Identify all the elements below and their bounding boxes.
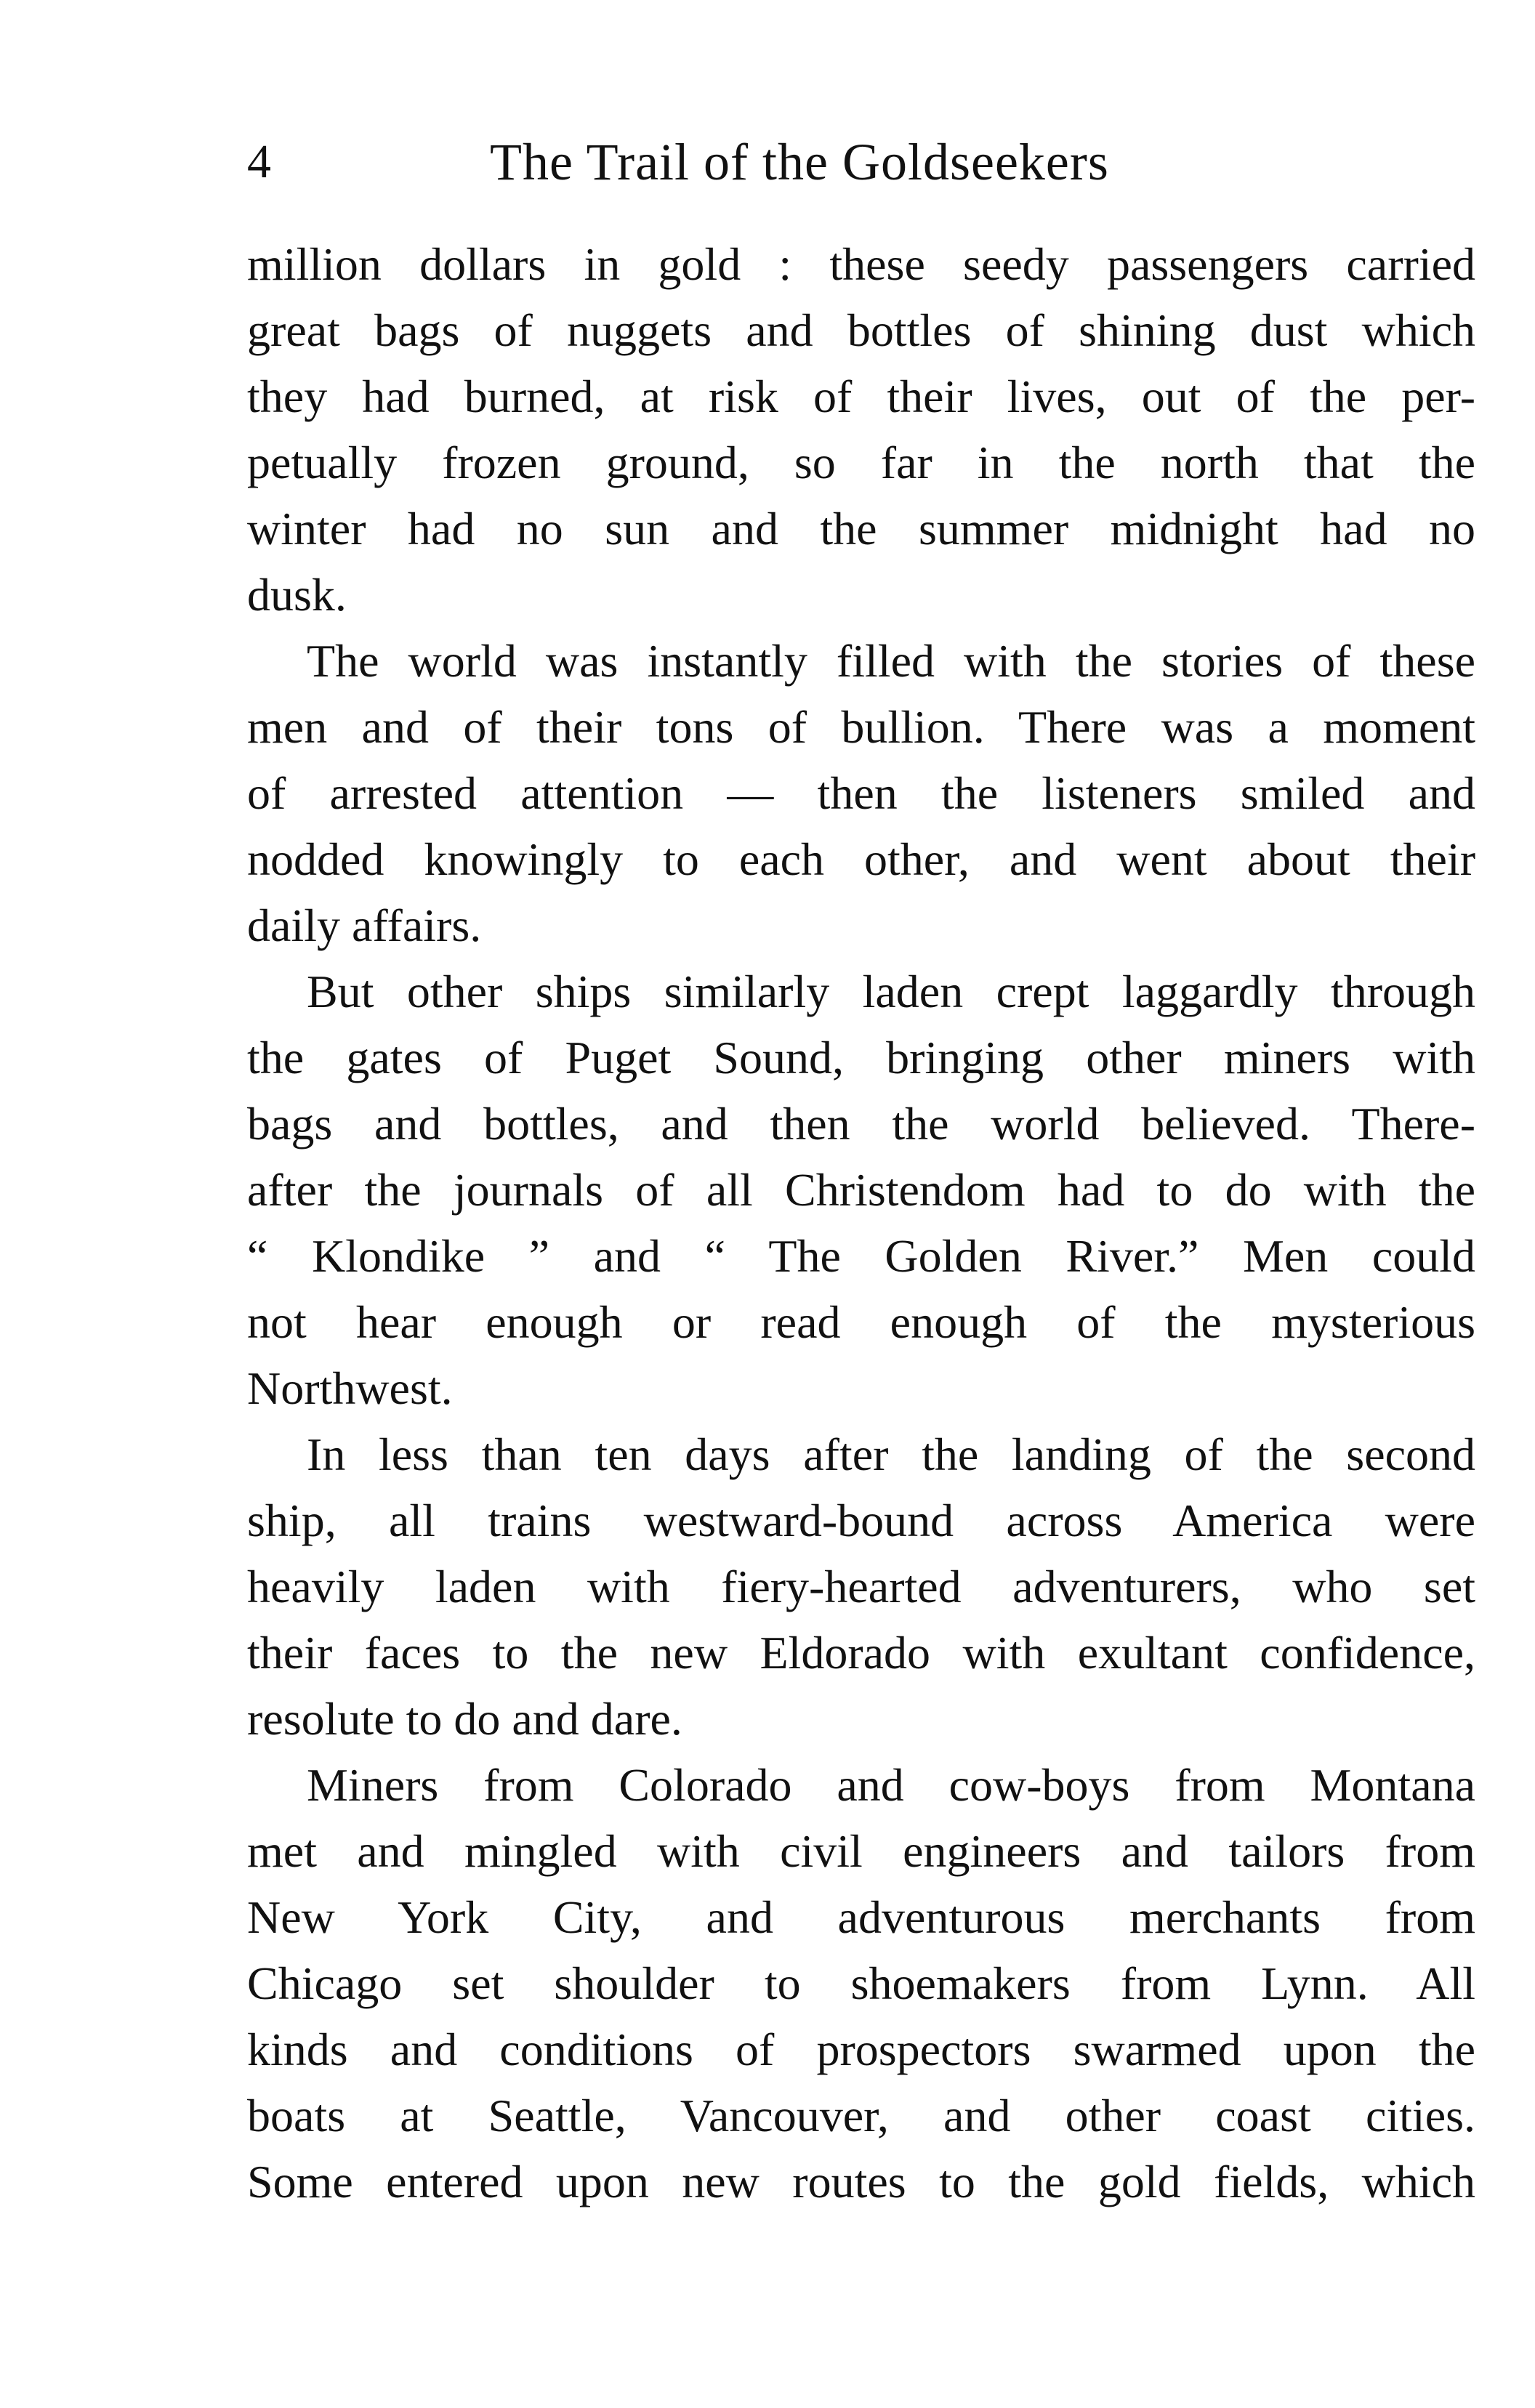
text-line: Some entered upon new routes to the gold fields, which bbox=[247, 2156, 1475, 2207]
text-line: bags and bottles, and then the world believed. There- bbox=[247, 1098, 1475, 1150]
body-text bbox=[247, 231, 1475, 2215]
text-line: great bags of nuggets and bottles of shining dust which bbox=[247, 304, 1475, 356]
text-line: nodded knowingly to each other, and went about their bbox=[247, 833, 1475, 885]
text-line: “ Klondike ” and “ The Golden River.” Men could bbox=[247, 1230, 1475, 1282]
text-line: kinds and conditions of prospectors swarmed upon the bbox=[247, 2024, 1475, 2075]
paragraph bbox=[247, 1421, 1475, 1752]
text-line: winter had no sun and the summer midnight had no bbox=[247, 503, 1475, 554]
text-line: their faces to the new Eldorado with exultant confidence, bbox=[247, 1627, 1475, 1678]
text-line: But other ships similarly laden crept laggardly through bbox=[307, 966, 1475, 1017]
text-line: ship, all trains westward-bound across America were bbox=[247, 1495, 1475, 1546]
text-line: New York City, and adventurous merchants from bbox=[247, 1891, 1475, 1943]
text-line: Northwest. bbox=[247, 1362, 453, 1414]
text-line: of arrested attention — then the listeners smiled and bbox=[247, 767, 1475, 819]
text-line: after the journals of all Christendom had to do with the bbox=[247, 1164, 1475, 1216]
text-line: million dollars in gold : these seedy passengers carried bbox=[247, 238, 1475, 290]
text-line: met and mingled with civil engineers and tailors from bbox=[247, 1825, 1475, 1877]
text-line: petually frozen ground, so far in the north that the bbox=[247, 437, 1475, 488]
page-number: 4 bbox=[247, 135, 271, 188]
page-header bbox=[247, 122, 1483, 202]
paragraph bbox=[247, 1752, 1475, 2215]
text-line: In less than ten days after the landing of the second bbox=[307, 1429, 1475, 1480]
text-line: resolute to do and dare. bbox=[247, 1693, 682, 1745]
text-line: they had burned, at risk of their lives, out of the per- bbox=[247, 371, 1475, 422]
text-line: the gates of Puget Sound, bringing other miners with bbox=[247, 1032, 1475, 1083]
text-line: Chicago set shoulder to shoemakers from Lynn. All bbox=[247, 1957, 1475, 2009]
text-line: men and of their tons of bullion. There was a moment bbox=[247, 701, 1475, 753]
paragraph bbox=[247, 958, 1475, 1421]
text-line: daily affairs. bbox=[247, 900, 482, 951]
running-title: The Trail of the Goldseekers bbox=[490, 133, 1109, 191]
text-line: boats at Seattle, Vancouver, and other coast cities. bbox=[247, 2090, 1475, 2141]
paragraph bbox=[247, 628, 1475, 958]
text-line: heavily laden with fiery-hearted adventurers, who set bbox=[247, 1561, 1475, 1612]
text-line: not hear enough or read enough of the mysterious bbox=[247, 1296, 1475, 1348]
paragraph bbox=[247, 231, 1475, 628]
text-line: dusk. bbox=[247, 569, 347, 621]
text-line: The world was instantly filled with the stories of these bbox=[307, 635, 1475, 687]
text-line: Miners from Colorado and cow-boys from Montana bbox=[307, 1759, 1475, 1811]
